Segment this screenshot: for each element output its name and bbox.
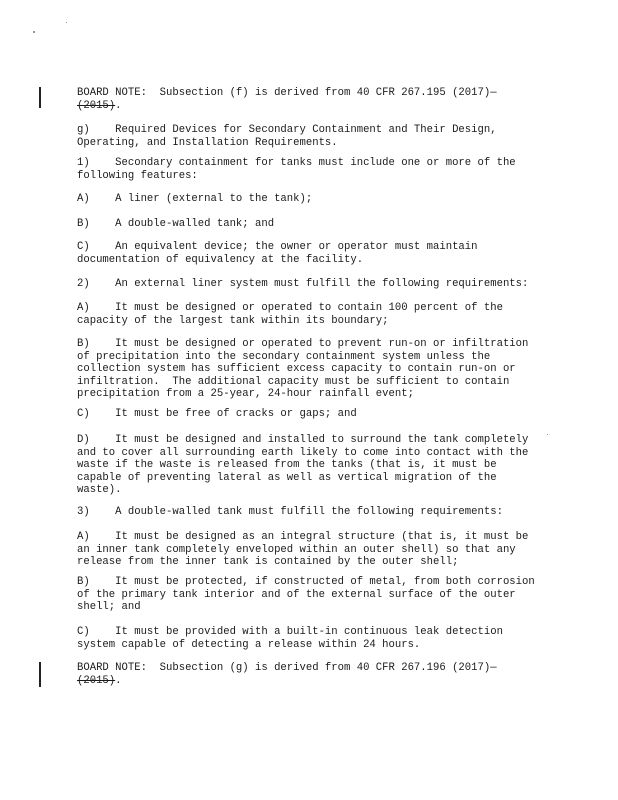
revision-bar bbox=[39, 87, 41, 108]
paragraph-3b-line3: shell; and bbox=[77, 601, 141, 614]
paragraph-3c-line2: system capable of detecting a release within 24 hours. bbox=[77, 638, 421, 651]
board-note-f-line2 bbox=[77, 100, 537, 113]
paragraph-2c-line1: C) It must be free of cracks or gaps; and bbox=[77, 408, 357, 420]
board-note-f-line1: BOARD NOTE: Subsection (f) is derived from 40 CFR 267.195 (2017)— bbox=[77, 87, 497, 99]
paragraph-3 bbox=[77, 506, 537, 519]
paragraph-3a-line1: A) It must be designed as an integral structure (that is, it must be bbox=[77, 531, 529, 543]
paragraph-3b-line1: B) It must be protected, if constructed of metal, from both corrosion bbox=[77, 576, 535, 588]
paragraph-3a-line3: release from the inner tank is contained by the outer shell; bbox=[77, 556, 459, 569]
paragraph-1c bbox=[77, 241, 537, 266]
board-note-g-line2 bbox=[77, 675, 537, 688]
paragraph-2d bbox=[77, 434, 537, 497]
subsection-g-heading bbox=[77, 124, 537, 149]
scan-speck bbox=[547, 434, 548, 435]
paragraph-2b-line5: precipitation from a 25-year, 24-hour rainfall event; bbox=[77, 388, 414, 401]
period: . bbox=[115, 99, 122, 112]
paragraph-1a-line1: A) A liner (external to the tank); bbox=[77, 193, 313, 205]
subsection-g-line1: g) Required Devices for Secondary Containment and Their Design, bbox=[77, 124, 497, 136]
paragraph-1a bbox=[77, 193, 537, 206]
paragraph-2a-line2: capacity of the largest tank within its boundary; bbox=[77, 314, 389, 327]
paragraph-3b bbox=[77, 576, 537, 614]
board-note-g-line1: BOARD NOTE: Subsection (g) is derived from 40 CFR 267.196 (2017)— bbox=[77, 662, 497, 674]
revision-bar bbox=[39, 662, 41, 687]
paragraph-3c-line1: C) It must be provided with a built-in continuous leak detection bbox=[77, 626, 503, 638]
struck-year: (2015) bbox=[77, 99, 116, 112]
paragraph-2 bbox=[77, 278, 537, 291]
subsection-g-line2: Operating, and Installation Requirements. bbox=[77, 136, 338, 149]
paragraph-2b-line1: B) It must be designed or operated to prevent run-on or infiltration bbox=[77, 338, 529, 350]
paragraph-3b-line2: of the primary tank interior and of the external surface of the outer bbox=[77, 588, 516, 601]
paragraph-1 bbox=[77, 157, 537, 182]
paragraph-2a-line1: A) It must be designed or operated to contain 100 percent of the bbox=[77, 302, 503, 314]
paragraph-2b-line3: collection system has sufficient excess capacity to contain run-on or bbox=[77, 363, 516, 376]
paragraph-2d-line1: D) It must be designed and installed to surround the tank completely bbox=[77, 434, 529, 446]
paragraph-3a-line2: an inner tank completely enveloped within an outer shell) so that any bbox=[77, 543, 516, 556]
paragraph-2a bbox=[77, 302, 537, 327]
paragraph-2d-line2: and to cover all surrounding earth likely to come into contact with the bbox=[77, 446, 529, 459]
paragraph-2c bbox=[77, 408, 537, 421]
paragraph-3c bbox=[77, 626, 537, 651]
paragraph-2b-line4: infiltration. The additional capacity must be sufficient to contain bbox=[77, 375, 510, 388]
paragraph-1b-line1: B) A double-walled tank; and bbox=[77, 218, 275, 230]
paragraph-1b bbox=[77, 218, 537, 231]
struck-year: (2015) bbox=[77, 674, 116, 687]
paragraph-3-line1: 3) A double-walled tank must fulfill the following requirements: bbox=[77, 506, 503, 518]
paragraph-3a bbox=[77, 531, 537, 569]
board-note-f bbox=[77, 87, 537, 112]
paragraph-2b-line2: of precipitation into the secondary containment system unless the bbox=[77, 350, 491, 363]
paragraph-2b bbox=[77, 338, 537, 401]
paragraph-1-line1: 1) Secondary containment for tanks must include one or more of the bbox=[77, 157, 516, 169]
period: . bbox=[115, 674, 122, 687]
paragraph-2d-line4: capable of preventing lateral as well as vertical migration of the bbox=[77, 471, 497, 484]
paragraph-2-line1: 2) An external liner system must fulfill the following requirements: bbox=[77, 278, 529, 290]
paragraph-1-line2: following features: bbox=[77, 169, 198, 182]
scan-speck bbox=[33, 31, 35, 33]
board-note-g bbox=[77, 662, 537, 687]
scan-speck bbox=[66, 22, 67, 23]
paragraph-2d-line3: waste if the waste is released from the tanks (that is, it must be bbox=[77, 459, 497, 472]
paragraph-2d-line5: waste). bbox=[77, 484, 122, 497]
paragraph-1c-line1: C) An equivalent device; the owner or operator must maintain bbox=[77, 241, 478, 253]
paragraph-1c-line2: documentation of equivalency at the facility. bbox=[77, 253, 364, 266]
